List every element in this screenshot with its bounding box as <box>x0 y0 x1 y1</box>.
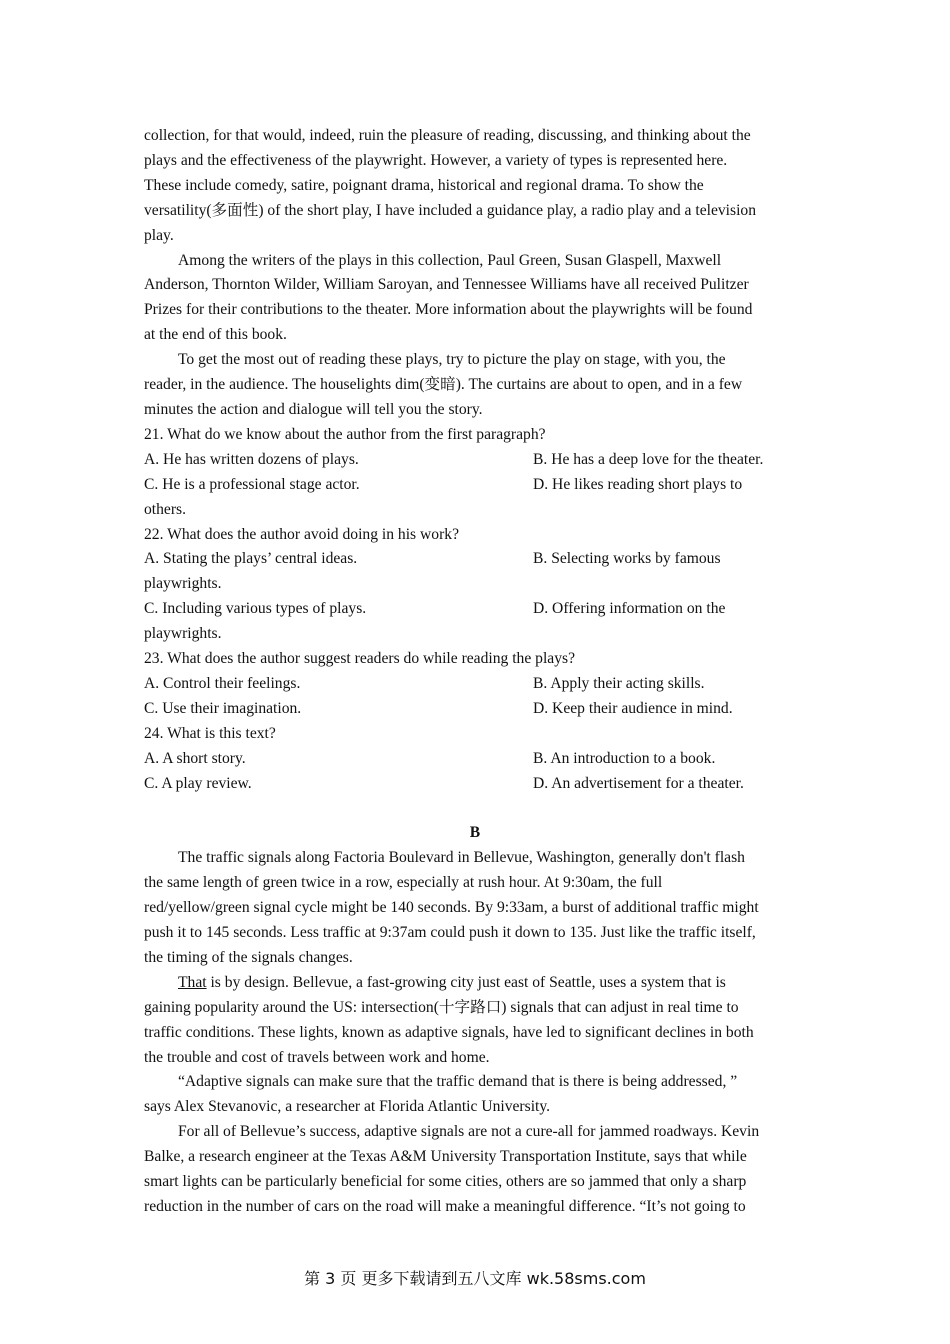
section-gap <box>144 796 806 821</box>
option-d: D. An advertisement for a theater. <box>533 774 744 792</box>
option-c: C. Use their imagination. <box>144 699 302 717</box>
passage-b-paragraph-3 <box>144 1070 806 1120</box>
option-c: C. Including various types of plays. <box>144 600 367 618</box>
passage-b-paragraph-4 <box>144 1120 806 1220</box>
passage-b-paragraph-1 <box>144 846 806 971</box>
question-stem: 24. What is this text? <box>144 724 276 742</box>
option-continuation: playwrights. <box>144 625 222 643</box>
option-c: C. A play review. <box>144 774 252 792</box>
text-line: says Alex Stevanovic, a researcher at Florida Atlantic University. <box>144 1098 551 1116</box>
option-d: D. He likes reading short plays to <box>533 475 743 493</box>
text-line: These include comedy, satire, poignant drama, historical and regional drama. To show the <box>144 176 704 194</box>
option-continuation: others. <box>144 500 187 518</box>
text-line: traffic conditions. These lights, known as adaptive signals, have led to significant declines in both <box>144 1023 754 1041</box>
option-c: C. He is a professional stage actor. <box>144 475 360 493</box>
text-line: at the end of this book. <box>144 326 287 344</box>
text-line: play. <box>144 226 174 244</box>
text-line: Prizes for their contributions to the theater. More information about the playwrights will be found <box>144 301 753 319</box>
text-line: push it to 145 seconds. Less traffic at 9:37am could push it down to 135. Just like the traffic itself, <box>144 923 756 941</box>
question-stem: 22. What does the author avoid doing in his work? <box>144 525 459 543</box>
text-line: Anderson, Thornton Wilder, William Saroyan, and Tennessee Williams have all received Pulitzer <box>144 276 749 294</box>
text-line: the same length of green twice in a row, especially at rush hour. At 9:30am, the full <box>144 874 663 892</box>
passage-a-paragraph-2 <box>144 249 806 349</box>
passage-b-paragraph-2 <box>144 971 806 1071</box>
option-continuation: playwrights. <box>144 575 222 593</box>
option-d: D. Offering information on the <box>533 600 726 618</box>
text-line: red/yellow/green signal cycle might be 140 seconds. By 9:33am, a burst of additional traffic might <box>144 899 759 917</box>
text-line: plays and the effectiveness of the playwright. However, a variety of types is represented here. <box>144 151 728 169</box>
question-stem: 23. What does the author suggest readers do while reading the plays? <box>144 650 576 668</box>
question-stem: 21. What do we know about the author from the first paragraph? <box>144 425 546 443</box>
text-line: minutes the action and dialogue will tell you the story. <box>144 400 483 418</box>
passage-b-heading: B <box>469 824 481 842</box>
text-line: reduction in the number of cars on the road will make a meaningful difference. “It’s not going to <box>144 1197 746 1215</box>
option-b: B. An introduction to a book. <box>533 749 716 767</box>
option-b: B. Apply their acting skills. <box>533 674 705 692</box>
option-a: A. Stating the plays’ central ideas. <box>144 550 358 568</box>
text-line: smart lights can be particularly beneficial for some cities, others are so jammed that only a sharp <box>144 1173 747 1191</box>
text-line: the timing of the signals changes. <box>144 948 353 966</box>
question-21 <box>144 423 806 523</box>
option-a: A. A short story. <box>144 749 246 767</box>
page-footer: 第 3 页 更多下载请到五八文库 wk.58sms.com <box>304 1269 646 1288</box>
text-line: versatility(多面性) of the short play, I have included a guidance play, a radio play and a television <box>144 201 757 219</box>
document-page <box>144 124 806 1220</box>
text-line: reader, in the audience. The houselights dim(变暗). The curtains are about to open, and in a few <box>144 376 743 394</box>
option-a: A. Control their feelings. <box>144 674 301 692</box>
text-line: For all of Bellevue’s success, adaptive signals are not a cure-all for jammed roadways. Kevin <box>178 1123 760 1141</box>
text-line: Among the writers of the plays in this collection, Paul Green, Susan Glaspell, Maxwell <box>178 251 722 269</box>
text-line: the trouble and cost of travels between work and home. <box>144 1048 490 1066</box>
text-line: To get the most out of reading these plays, try to picture the play on stage, with you, the <box>178 351 726 369</box>
option-b: B. He has a deep love for the theater. <box>533 450 764 468</box>
text-line: “Adaptive signals can make sure that the traffic demand that is there is being addressed, ” <box>178 1073 738 1091</box>
text-line: Balke, a research engineer at the Texas A&M University Transportation Institute, says that while <box>144 1148 747 1166</box>
question-23 <box>144 647 806 722</box>
question-22 <box>144 523 806 648</box>
text-line: collection, for that would, indeed, ruin the pleasure of reading, discussing, and thinking about the <box>144 127 751 144</box>
underlined-word: That <box>178 973 207 991</box>
text-line: gaining popularity around the US: intersection(十字路口) signals that can adjust in real time to <box>144 998 739 1016</box>
text-span: is by design. Bellevue, a fast-growing city just east of Seattle, uses a system that is <box>206 973 726 991</box>
option-b: B. Selecting works by famous <box>533 550 721 568</box>
passage-a-paragraph-3 <box>144 348 806 423</box>
text-line <box>144 971 806 996</box>
option-a: A. He has written dozens of plays. <box>144 450 359 468</box>
passage-a-paragraph-1 <box>144 124 806 249</box>
question-24 <box>144 722 806 797</box>
option-d: D. Keep their audience in mind. <box>533 699 733 717</box>
text-line: The traffic signals along Factoria Boulevard in Bellevue, Washington, generally don't flash <box>178 849 745 867</box>
